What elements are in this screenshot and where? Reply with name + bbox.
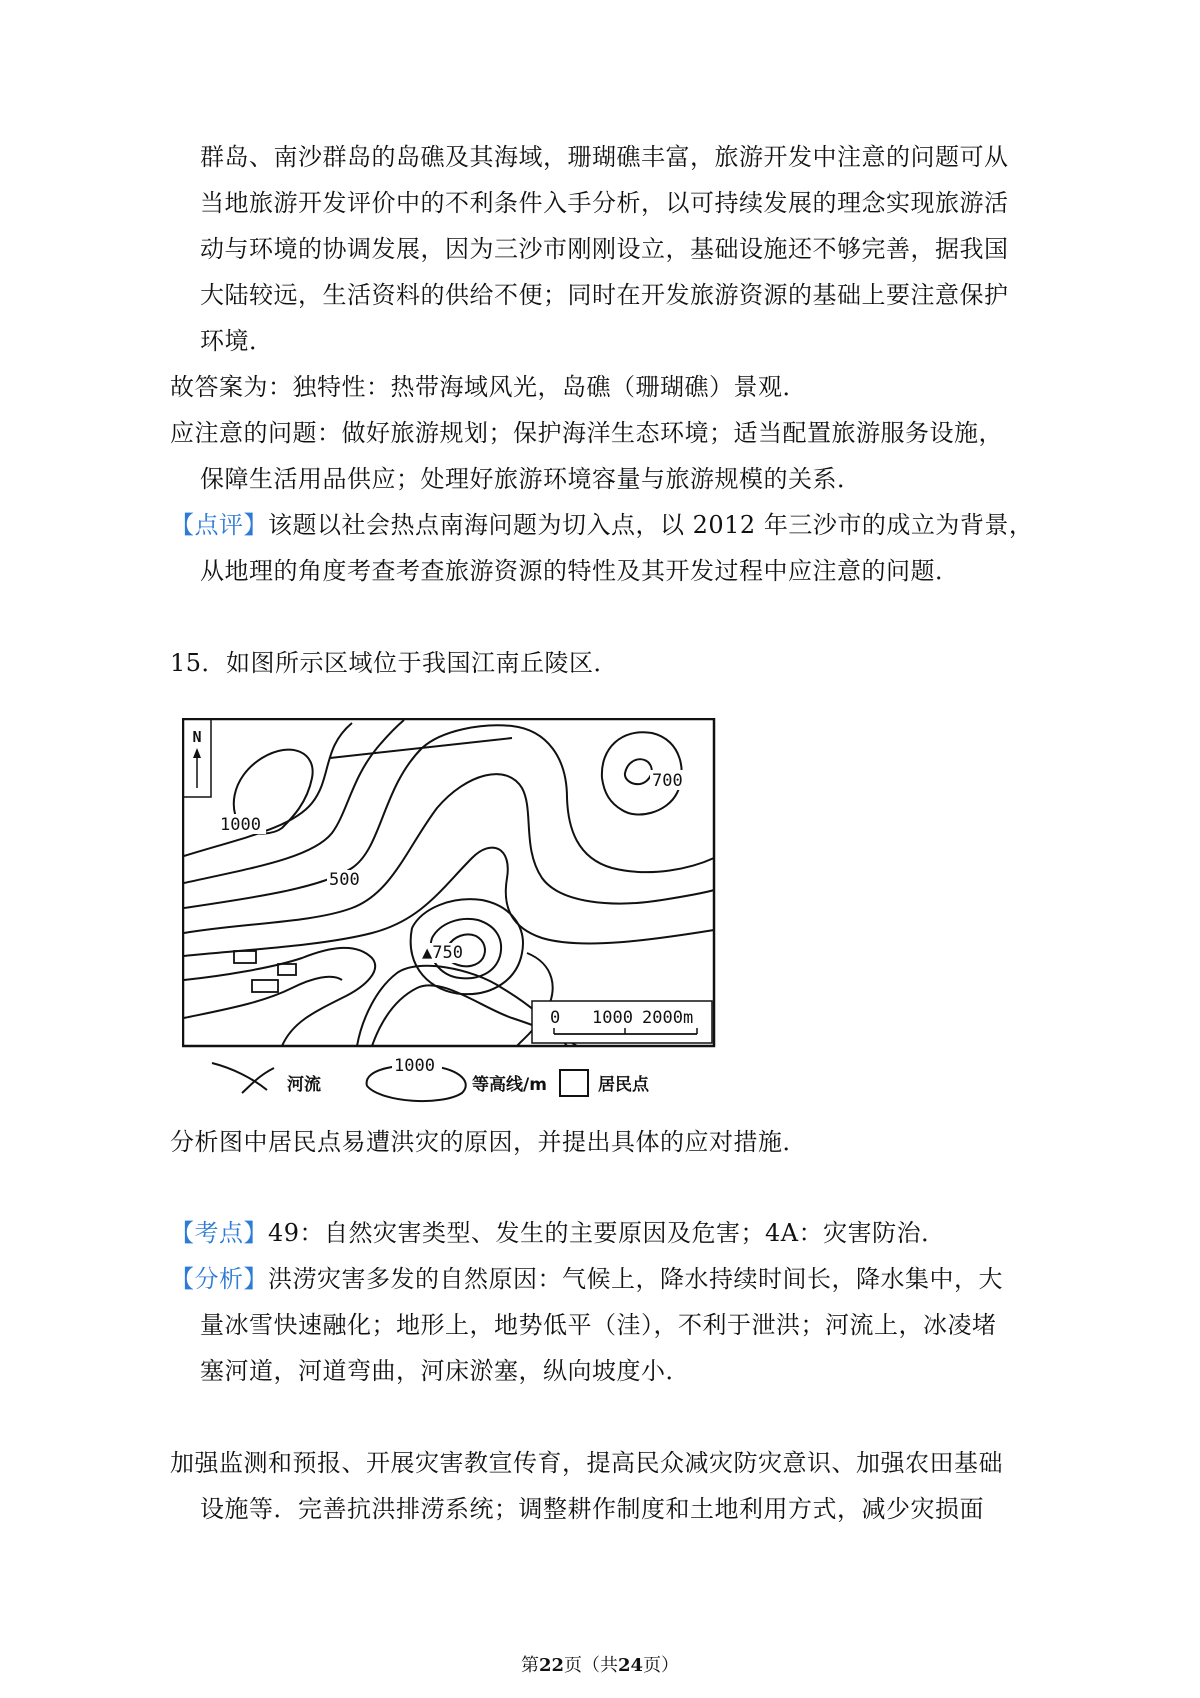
paragraph-line: 当地旅游开发评价中的不利条件入手分析，以可持续发展的理念实现旅游活 <box>200 189 1009 217</box>
paragraph-line: 群岛、南沙群岛的岛礁及其海域，珊瑚礁丰富，旅游开发中注意的问题可从 <box>200 143 1009 171</box>
comment-line <box>170 510 1033 540</box>
fenxi-text: 洪涝灾害多发的自然原因：气候上，降水持续时间长，降水集中，大 <box>268 1265 1003 1293</box>
contour-line <box>184 723 352 856</box>
legend-river-label: 河流 <box>287 1075 321 1095</box>
legend-contour-label: 等高线/m <box>472 1075 547 1095</box>
contour-line <box>184 948 375 1046</box>
settlement-icon <box>252 980 278 992</box>
comment-tag: 【点评】 <box>170 511 268 539</box>
contour-lines <box>184 720 714 1046</box>
kaodian-tag: 【考点】 <box>170 1219 268 1247</box>
kaodian-text: 49：自然灾害类型、发生的主要原因及危害；4A：灾害防治． <box>268 1219 946 1247</box>
fenxi-line <box>170 1264 1003 1294</box>
footer-total-pages: 24 <box>618 1655 644 1676</box>
question-15-ask: 分析图中居民点易遭洪灾的原因，并提出具体的应对措施． <box>170 1128 807 1156</box>
fenxi-line: 量冰雪快速融化；地形上，地势低平（洼），不利于泄洪；河流上，冰凌堵 <box>200 1311 997 1339</box>
legend-settlement-icon <box>560 1070 588 1096</box>
north-arrowhead-icon <box>193 748 201 758</box>
contour-label-1000: 1000 <box>220 815 261 835</box>
contour-line <box>625 759 652 784</box>
scale-label-mid: 1000 <box>592 1008 633 1028</box>
page-footer <box>0 1655 1200 1677</box>
footer-page-number: 22 <box>538 1655 564 1676</box>
legend-river-icon <box>212 1063 274 1093</box>
measures-line: 加强监测和预报、开展灾害教宣传育，提高民众减灾防灾意识、加强农田基础 <box>170 1449 1003 1477</box>
answer-line: 应注意的问题：做好旅游规划；保护海洋生态环境；适当配置旅游服务设施， <box>170 419 1003 447</box>
paragraph-line: 环境． <box>200 327 274 355</box>
contour-line <box>184 720 404 883</box>
contour-map-figure <box>182 718 762 1118</box>
footer-middle: 页（共 <box>564 1655 618 1676</box>
comment-text: 该题以社会热点南海问题为切入点，以 2012 年三沙市的成立为背景， <box>268 511 1034 539</box>
fenxi-line: 塞河道，河道弯曲，河床淤塞，纵向坡度小． <box>200 1357 690 1385</box>
north-label: N <box>192 728 202 746</box>
footer-prefix: 第 <box>520 1655 539 1676</box>
comment-line: 从地理的角度考查考查旅游资源的特性及其开发过程中应注意的问题． <box>200 557 960 585</box>
scale-label-end: 2000m <box>642 1008 694 1028</box>
contour-line <box>184 977 342 1018</box>
contour-label-700: 700 <box>652 771 683 791</box>
paragraph-line: 动与环境的协调发展，因为三沙市刚刚设立，基础设施还不够完善，据我国 <box>200 235 1009 263</box>
legend-contour-sample: 1000 <box>394 1056 435 1076</box>
peak-label-750: ▲750 <box>422 943 463 963</box>
kaodian-line <box>170 1218 946 1248</box>
footer-suffix: 页） <box>643 1655 680 1676</box>
question-15: 15．如图所示区域位于我国江南丘陵区． <box>170 649 619 677</box>
fenxi-tag: 【分析】 <box>170 1265 268 1293</box>
measures-line: 设施等．完善抗洪排涝系统；调整耕作制度和土地利用方式，减少灾损面 <box>200 1495 984 1523</box>
settlement-icon <box>278 964 296 975</box>
contour-label-500: 500 <box>329 870 360 890</box>
scale-label-zero: 0 <box>550 1008 561 1028</box>
answer-line: 保障生活用品供应；处理好旅游环境容量与旅游规模的关系． <box>200 465 862 493</box>
settlement-icon <box>234 951 256 963</box>
answer-line: 故答案为：独特性：热带海域风光，岛礁（珊瑚礁）景观． <box>170 373 807 401</box>
contour-line <box>184 774 714 933</box>
legend-settlement-label: 居民点 <box>598 1075 649 1095</box>
paragraph-line: 大陆较远，生活资料的供给不便；同时在开发旅游资源的基础上要注意保护 <box>200 281 1009 309</box>
